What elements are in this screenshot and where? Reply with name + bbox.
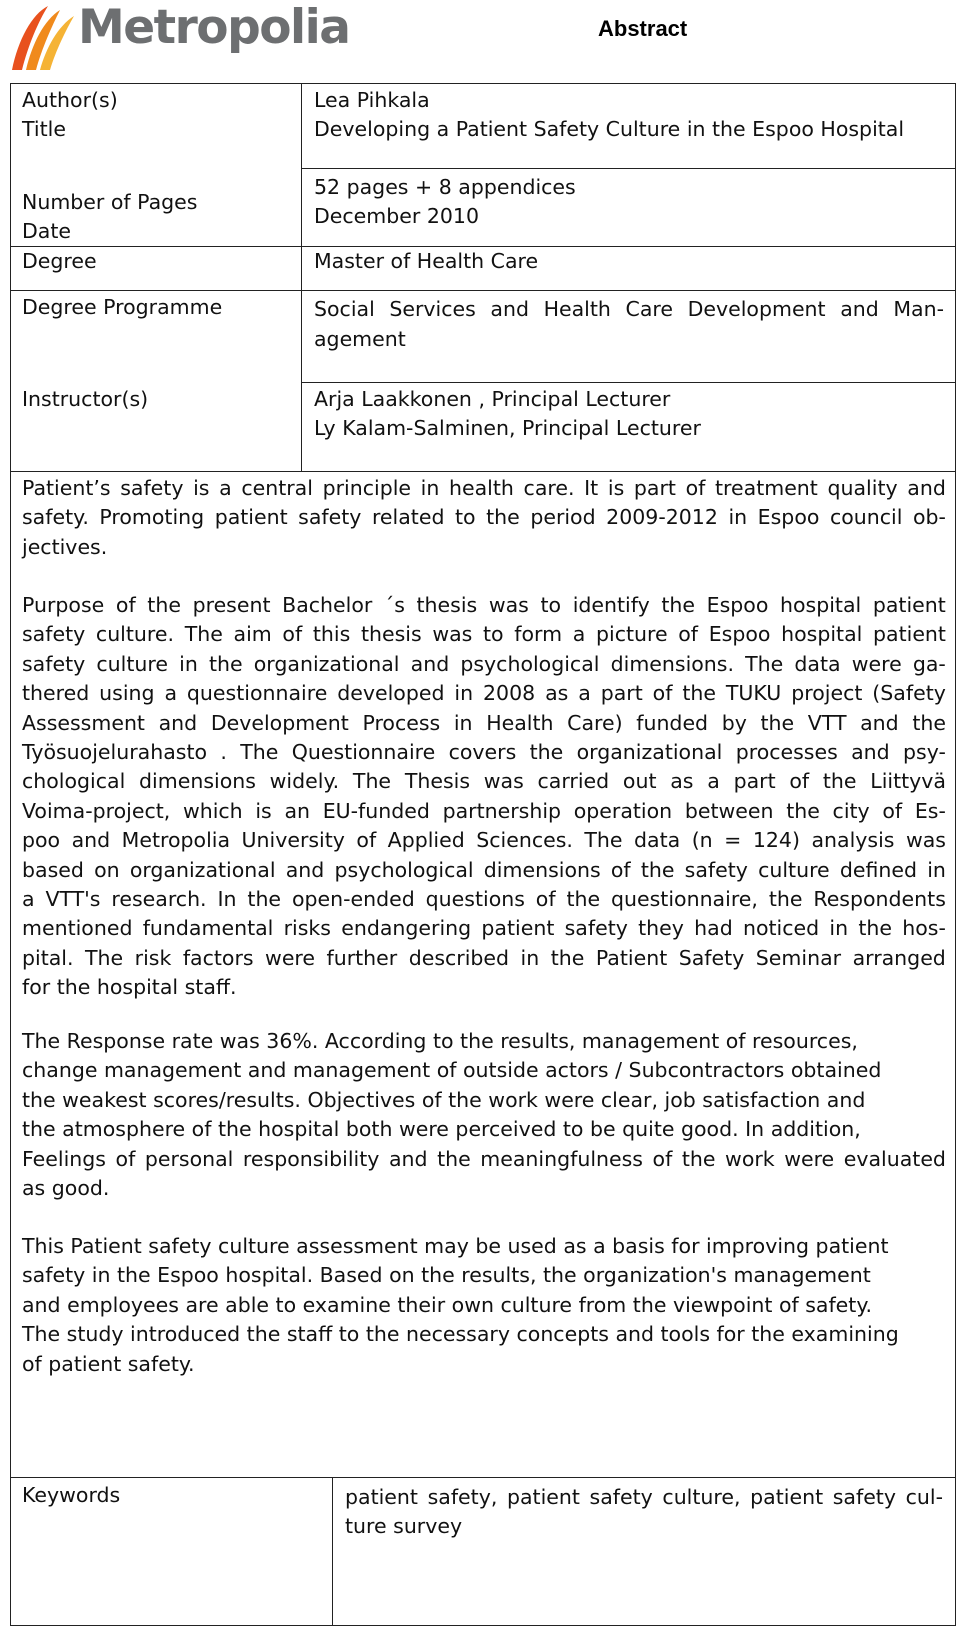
abstract-word: the [208,651,243,676]
abstract-word: of [652,681,673,706]
programme-label: Degree Programme [22,295,223,319]
abstract-word: a [572,622,586,647]
keywords-label: Keywords [22,1483,121,1507]
abstract-word: Voima-project, [22,798,171,823]
abstract-word: in [520,945,540,970]
abstract-word: processes [735,740,838,765]
abstract-word: as [545,681,569,706]
abstract-word: patient [872,593,946,617]
abstract-word: TUKU [725,681,782,706]
abstract-word: = [724,828,742,853]
abstract-word: safety [22,651,86,676]
abstract-word: Care) [567,710,623,735]
abstract-word: carried [537,769,610,794]
abstract-word: further [326,945,398,970]
programme-word: Services [389,297,476,321]
abstract-word: safety [564,916,628,941]
abstract-word: patient [214,505,288,530]
abstract-word: Espoo [706,593,769,617]
abstract-word: Patient [595,945,668,970]
abstract-word: hospital [780,593,862,617]
abstract-word: of [678,622,699,647]
abstract-word: the [437,1146,471,1171]
programme-word: Health [543,297,611,321]
abstract-paragraph-4 [22,1232,946,1379]
abstract-word: between [684,798,774,823]
programme-word: and [490,297,529,321]
abstract-line [22,503,946,532]
abstract-word: covers [448,740,517,765]
abstract-word: Sciences. [476,828,573,853]
abstract-word: of [282,622,303,647]
abstract-word: Työsuojelurahasto [22,740,208,765]
abstract-word: 2008 [483,681,536,706]
abstract-word: to [540,593,562,617]
abstract-word: period [530,505,596,530]
abstract-line [22,767,946,796]
abstract-word: ´s [383,593,405,617]
abstract-word: research. [111,887,207,912]
abstract-word: culture [758,857,830,882]
abstract-line: The Response rate was 36%. According to the results, management of resources, [22,1029,858,1053]
abstract-word: of [685,476,706,500]
abstract-word: and [158,710,198,735]
abstract-word: chological [22,769,126,794]
abstract-word: 2009-2012 [606,505,718,530]
abstract-word: were [851,651,902,676]
abstract-word: data [634,828,681,853]
abstract-word: the [822,769,857,794]
abstract-word: in [179,651,198,676]
keywords-word: cul- [905,1485,943,1509]
abstract-word: was [488,593,529,617]
abstract-word: the [682,681,716,706]
abstract-line: of patient safety. [22,1351,195,1376]
abstract-word: care. [523,476,575,500]
abstract-word: Purpose [22,593,105,617]
abstract-word: the [550,945,585,970]
abstract-line: for the hospital staff. [22,975,237,1000]
abstract-word: was [483,769,524,794]
degree-label: Degree [22,249,97,273]
abstract-word: council [829,505,903,530]
abstract-line [22,1145,946,1174]
abstract-word: The [85,945,124,970]
abstract-word: the [247,887,282,912]
abstract-word: safety [298,505,362,530]
abstract-word: Respondents [813,887,946,912]
abstract-word: Thesis [404,769,470,794]
abstract-word: University [241,828,345,853]
abstract-word: thesis [416,593,478,617]
abstract-word: The [352,769,392,794]
author-label: Author(s) [22,88,118,112]
abstract-word: fundamental [142,916,274,941]
abstract-word: the [147,593,181,617]
abstract-word: of [610,857,631,882]
programme-value-line1 [314,295,944,325]
abstract-word: psychological [460,651,600,676]
abstract-word: questions [425,887,525,912]
meta-column-divider [301,83,302,471]
abstract-word: to [483,622,504,647]
abstract-line [22,797,946,826]
abstract-line [22,650,946,679]
abstract-word: the [640,857,675,882]
abstract-word: hos- [902,916,946,941]
abstract-word: Liittyvä [870,769,946,794]
abstract-word: organizational [253,651,400,676]
date-value: December 2010 [314,204,479,228]
abstract-word: noticed [742,916,820,941]
abstract-word: in [453,710,473,735]
abstract-word: factors [182,945,254,970]
row-divider-pages [301,168,956,169]
abstract-word: dimensions [483,857,601,882]
abstract-word: Safety [678,945,745,970]
abstract-word: of [882,798,903,823]
abstract-word: patient [873,622,946,647]
abstract-word: thesis [360,622,422,647]
abstract-line: the atmosphere of the hospital both were perceived to be quite good. In addition, [22,1117,861,1142]
keywords-word: safety [589,1485,653,1509]
abstract-line [22,738,946,767]
abstract-line: as good. [22,1176,110,1201]
abstract-word: a [707,769,720,794]
programme-word: Social [314,297,375,321]
abstract-word: and [388,1146,428,1171]
abstract-word: analysis [811,828,895,853]
abstract-word: the [681,1146,716,1171]
abstract-line: change management and management of outside actors / Subcontractors obtained [22,1058,882,1083]
abstract-word: Espoo [757,505,820,530]
abstract-line: the weakest scores/results. Objectives of the work were clear, job satisfaction and [22,1087,866,1112]
abstract-word: the [566,887,601,912]
author-value: Lea Pihkala [314,88,430,112]
instructor-value-2: Ly Kalam-Salminen, Principal Lecturer [314,416,701,440]
abstract-word: The [240,740,279,765]
abstract-word: treatment [715,476,818,500]
abstract-word: Bachelor [282,593,373,617]
instructor-label: Instructor(s) [22,387,149,411]
abstract-line [22,914,946,943]
programme-word: Care [625,297,673,321]
abstract-word: psychological [334,857,474,882]
abstract-word: (n [691,828,713,853]
abstract-word: Health [486,710,554,735]
programme-word: Development [687,297,826,321]
abstract-word: described [408,945,510,970]
abstract-word: of [356,828,377,853]
row-divider-programme [10,290,956,291]
abstract-word: The [584,828,623,853]
abstract-word: a [164,681,177,706]
abstract-word: city [832,798,870,823]
abstract-word: dimensions [139,769,256,794]
abstract-word: organizational [129,857,276,882]
abstract-paragraph-2 [22,591,946,1003]
abstract-word: of [789,769,810,794]
abstract-word: Patient’s [22,476,111,500]
abstract-word: a [22,887,35,912]
abstract-word: were [265,945,316,970]
abstract-word: questionnaire [186,681,328,706]
abstract-word: central [241,476,313,500]
keywords-word: patient [750,1485,824,1509]
abstract-line: and employees are able to examine their own culture from the viewpoint of safety. [22,1292,873,1317]
abstract-word: It [584,476,599,500]
abstract-word: is [255,798,272,823]
programme-word: and [840,297,879,321]
abstract-word: project [791,681,863,706]
abstract-word: is [607,476,625,500]
abstract-word: and [285,857,325,882]
abstract-word: hospital [781,622,863,647]
abstract-word: dimensions. [610,651,734,676]
instructor-value-1: Arja Laakkonen , Principal Lecturer [314,387,671,411]
abstract-word: the [768,887,803,912]
abstract-word: related [371,505,445,530]
abstract-word: based [22,857,84,882]
abstract-word: (Safety [872,681,946,706]
abstract-line: This Patient safety culture assessment may be used as a basis for improving patient [22,1234,889,1258]
abstract-word: the [486,505,520,530]
abstract-word: patient [481,916,555,941]
abstract-word: by [721,710,747,735]
abstract-word: this [312,622,351,647]
keywords-word: patient [506,1485,580,1509]
logo-wordmark: Metropolia [78,0,350,55]
programme-value-line2: agement [314,327,406,351]
abstract-word: identify [572,593,650,617]
abstract-word: VTT's [45,887,101,912]
pages-label: Number of Pages [22,190,198,214]
abstract-word: organizational [576,740,723,765]
abstract-word: and [907,476,946,500]
abstract-word: had [694,916,733,941]
abstract-word: partnership [442,798,562,823]
abstract-word: and [851,740,890,765]
abstract-word: of [535,887,556,912]
abstract-word: 124) [752,828,800,853]
abstract-word: risk [134,945,172,970]
abstract-word: is [193,476,210,500]
metropolia-logo-icon [8,0,80,74]
abstract-word: VTT [807,710,847,735]
abstract-line [22,826,946,855]
abstract-word: in [420,476,440,500]
abstract-word: mentioned [22,916,133,941]
abstract-word: and [860,710,899,735]
abstract-word: evaluated [843,1146,946,1171]
keywords-column-divider [332,1477,333,1626]
abstract-word: was [905,828,946,853]
abstract-word: Development [210,710,349,735]
abstract-line [22,620,946,649]
abstract-word: culture. [95,622,175,647]
abstract-word: of [652,1146,673,1171]
abstract-word: meaningfulness [480,1146,643,1171]
abstract-word: open-ended [291,887,415,912]
abstract-word: picture [595,622,668,647]
abstract-word: present [192,593,271,617]
abstract-line [22,591,946,620]
abstract-word: the [760,710,795,735]
abstract-word: were [784,1146,835,1171]
abstract-word: safety [120,476,184,500]
abstract-paragraph-1 [22,474,946,562]
abstract-word: safety [684,857,748,882]
abstract-word: The [184,622,223,647]
abstract-word: in [927,857,946,882]
abstract-word: was [432,622,473,647]
abstract-word: thered [22,681,90,706]
abstract-word: psy- [903,740,946,765]
abstract-word: part [733,769,776,794]
keywords-top [10,1477,956,1478]
abstract-word: a [219,476,232,500]
pages-value: 52 pages + 8 appendices [314,175,576,199]
meta-table-bottom [10,471,956,472]
abstract-word: quality [827,476,898,500]
row-divider-instructor [301,382,956,383]
abstract-word: widely. [269,769,340,794]
date-label: Date [22,219,71,243]
keywords-word: safety [832,1485,896,1509]
title-label: Title [22,117,66,141]
abstract-word: Process [362,710,441,735]
keywords-word: culture, [662,1485,741,1509]
abstract-word: Feelings [22,1146,106,1171]
keywords-word: safety, [427,1485,498,1509]
abstract-word: they [638,916,684,941]
abstract-word: work [725,1146,775,1171]
abstract-word: of [115,1146,136,1171]
abstract-word: In [217,887,237,912]
abstract-line [22,944,946,973]
abstract-word: safety. [22,505,89,530]
abstract-line [22,856,946,885]
abstract-word: Assessment [22,710,145,735]
abstract-word: and [410,651,450,676]
abstract-word: in [728,505,748,530]
abstract-word: health [449,476,514,500]
abstract-word: in [454,681,474,706]
abstract-word: the [912,710,946,735]
abstract-line [22,885,946,914]
keywords-word: patient [345,1485,418,1509]
abstract-word: culture [96,651,168,676]
keywords-value-line2: ture survey [345,1514,463,1538]
abstract-line: safety in the Espoo hospital. Based on the results, the organization's management [22,1263,871,1288]
programme-word: Man- [893,297,944,321]
thesis-title-value: Developing a Patient Safety Culture in the Espoo Hospital [314,117,905,141]
metropolia-logo [8,0,350,74]
abstract-word: ga- [912,651,946,676]
abstract-line [22,474,946,503]
abstract-word: EU-funded [322,798,430,823]
abstract-word: as [670,769,694,794]
abstract-word: pital. [22,945,74,970]
abstract-word: Promoting [99,505,205,530]
abstract-line [22,709,946,738]
abstract-word: funded [636,710,709,735]
abstract-word: safety [22,622,86,647]
abstract-word: Metropolia [121,828,231,853]
abstract-word: Espoo [708,622,771,647]
abstract-word: out [622,769,657,794]
abstract-word: data [794,651,841,676]
abstract-word: and [71,828,111,853]
abstract-word: ob- [912,505,946,530]
abstract-word: the [661,593,696,617]
abstract-paragraph-3 [22,1027,946,1203]
degree-value: Master of Health Care [314,249,539,273]
abstract-word: to [455,505,476,530]
abstract-word: the [858,916,893,941]
abstract-word: on [94,857,120,882]
abstract-word: Seminar [755,945,842,970]
abstract-word: of [115,593,136,617]
abstract-word: developed [337,681,445,706]
abstract-word: Questionnaire [291,740,436,765]
abstract-word: questionnaire, [611,887,758,912]
abstract-word: part [633,476,676,500]
page-title: Abstract [598,16,688,41]
abstract-word: risks [283,916,331,941]
abstract-word: endangering [341,916,472,941]
abstract-word: responsibility [242,1146,380,1171]
abstract-word: operation [573,798,673,823]
abstract-word: The [745,651,784,676]
abstract-word: a [578,681,591,706]
keywords-value-line1 [345,1483,943,1513]
abstract-word: Applied [387,828,465,853]
abstract-word: form [514,622,563,647]
abstract-word: principle [322,476,412,500]
abstract-word: Es- [914,798,946,823]
abstract-word: in [829,916,849,941]
abstract-word: using [99,681,155,706]
abstract-word: the [786,798,820,823]
abstract-word: part [600,681,643,706]
abstract-line: The study introduced the staff to the necessary concepts and tools for the examining [22,1322,899,1347]
abstract-word: the [529,740,564,765]
abstract-line: jectives. [22,534,108,559]
abstract-word: arranged [852,945,946,970]
abstract-word: aim [233,622,272,647]
abstract-word: personal [144,1146,234,1171]
abstract-word: defined [839,857,918,882]
abstract-word: . [220,740,227,765]
abstract-word: poo [22,828,61,853]
abstract-word: an [284,798,310,823]
abstract-word: which [182,798,243,823]
abstract-line [22,679,946,708]
